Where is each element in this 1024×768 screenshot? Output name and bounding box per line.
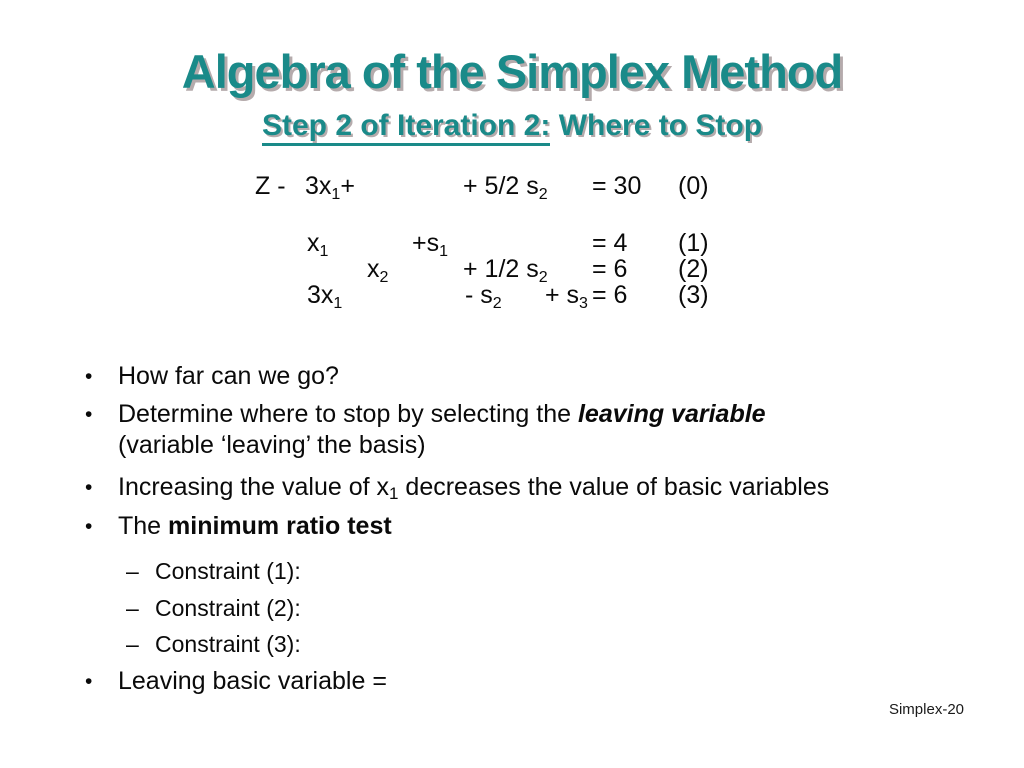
eq3-s3-term (545, 281, 588, 310)
equation-row-2 (0, 255, 1024, 286)
equation-row-1 (0, 229, 1024, 260)
sub-bullet-constraint-1: Constraint (1): (155, 558, 301, 584)
eq3-s2-term (465, 281, 502, 310)
eq2-s2-subscript: 2 (538, 269, 548, 286)
bullet-minimum-ratio (118, 511, 1014, 542)
eq0-x1-term (305, 172, 355, 201)
equation-row-3 (0, 281, 1024, 312)
slide-number: Simplex-20 (888, 701, 964, 718)
bullet-determine-text: Determine where to stop by selecting the (118, 400, 578, 428)
eq0-x1-subscript: 1 (331, 186, 341, 203)
subtitle-rest: Where to Stop (550, 109, 763, 142)
eq3-rhs: = 6 (592, 281, 628, 309)
eq1-number: (1) (678, 229, 709, 257)
eq3-number: (3) (678, 281, 709, 309)
eq1-rhs: = 4 (592, 229, 628, 257)
bullet-leaving-basic-variable: Leaving basic variable = (118, 667, 387, 695)
equation-row-0 (0, 172, 1024, 203)
eq2-rhs: = 6 (592, 255, 628, 283)
bullet-icon: • (85, 476, 93, 499)
bullet-determine-where (118, 399, 1014, 461)
eq1-x1-subscript: 1 (319, 243, 329, 260)
subtitle-underlined-part: Step 2 of Iteration 2: (262, 109, 550, 146)
bullet-increasing-value (118, 472, 1014, 505)
sub-bullet-constraint-3: Constraint (3): (155, 631, 301, 657)
eq2-x2-term (367, 255, 388, 284)
eq1-s1-subscript: 1 (439, 243, 449, 260)
eq0-s2-text: + 5/2 s (463, 172, 539, 200)
eq1-s1-text: +s (412, 229, 440, 257)
sub-bullet-dash-icon: – (126, 558, 139, 584)
eq0-number: (0) (678, 172, 709, 200)
slide-title: Algebra of the Simplex Method (181, 45, 843, 98)
bullet-icon: • (85, 365, 93, 388)
slide-subtitle (0, 109, 1024, 143)
increasing-text: Increasing the value of x (118, 473, 389, 501)
eq0-x1-text: 3x (305, 172, 332, 200)
eq3-x1-subscript: 1 (333, 295, 343, 312)
bullet-icon: • (85, 403, 93, 426)
eq1-x1-term (307, 229, 328, 258)
the-text: The (118, 512, 169, 540)
eq0-z-term: Z - (255, 172, 286, 200)
leaving-variable-emphasis: leaving variable (577, 400, 766, 428)
eq2-s2-term (463, 255, 548, 284)
eq2-x2-text: x (367, 255, 380, 283)
eq1-s1-term (412, 229, 448, 258)
sub-bullet-constraint-2: Constraint (2): (155, 595, 301, 621)
bullet-how-far: How far can we go? (118, 362, 339, 390)
bullet-determine-line2: (variable ‘leaving’ the basis) (118, 431, 426, 459)
minimum-ratio-test-bold: minimum ratio test (168, 512, 392, 540)
eq2-s2-text: + 1/2 s (463, 255, 539, 283)
bullet-icon: • (85, 670, 93, 693)
eq0-x1-plus: + (340, 172, 355, 200)
bullet-icon: • (85, 515, 93, 538)
eq3-x1-text: 3x (307, 281, 334, 309)
sub-bullet-dash-icon: – (126, 595, 139, 621)
eq2-x2-subscript: 2 (379, 269, 389, 286)
eq0-s2-term (463, 172, 548, 201)
eq0-s2-subscript: 2 (538, 186, 548, 203)
sub-bullet-dash-icon: – (126, 631, 139, 657)
x1-subscript: 1 (389, 484, 399, 503)
eq2-number: (2) (678, 255, 709, 283)
eq3-s3-text: + s (545, 281, 580, 309)
eq3-s3-subscript: 3 (579, 295, 588, 312)
eq3-s2-subscript: 2 (492, 295, 502, 312)
eq1-x1-text: x (307, 229, 320, 257)
eq3-s2-text: - s (465, 281, 493, 309)
eq3-x1-term (307, 281, 342, 310)
eq0-rhs: = 30 (592, 172, 642, 200)
increasing-text-rest: decreases the value of basic variables (398, 473, 830, 501)
